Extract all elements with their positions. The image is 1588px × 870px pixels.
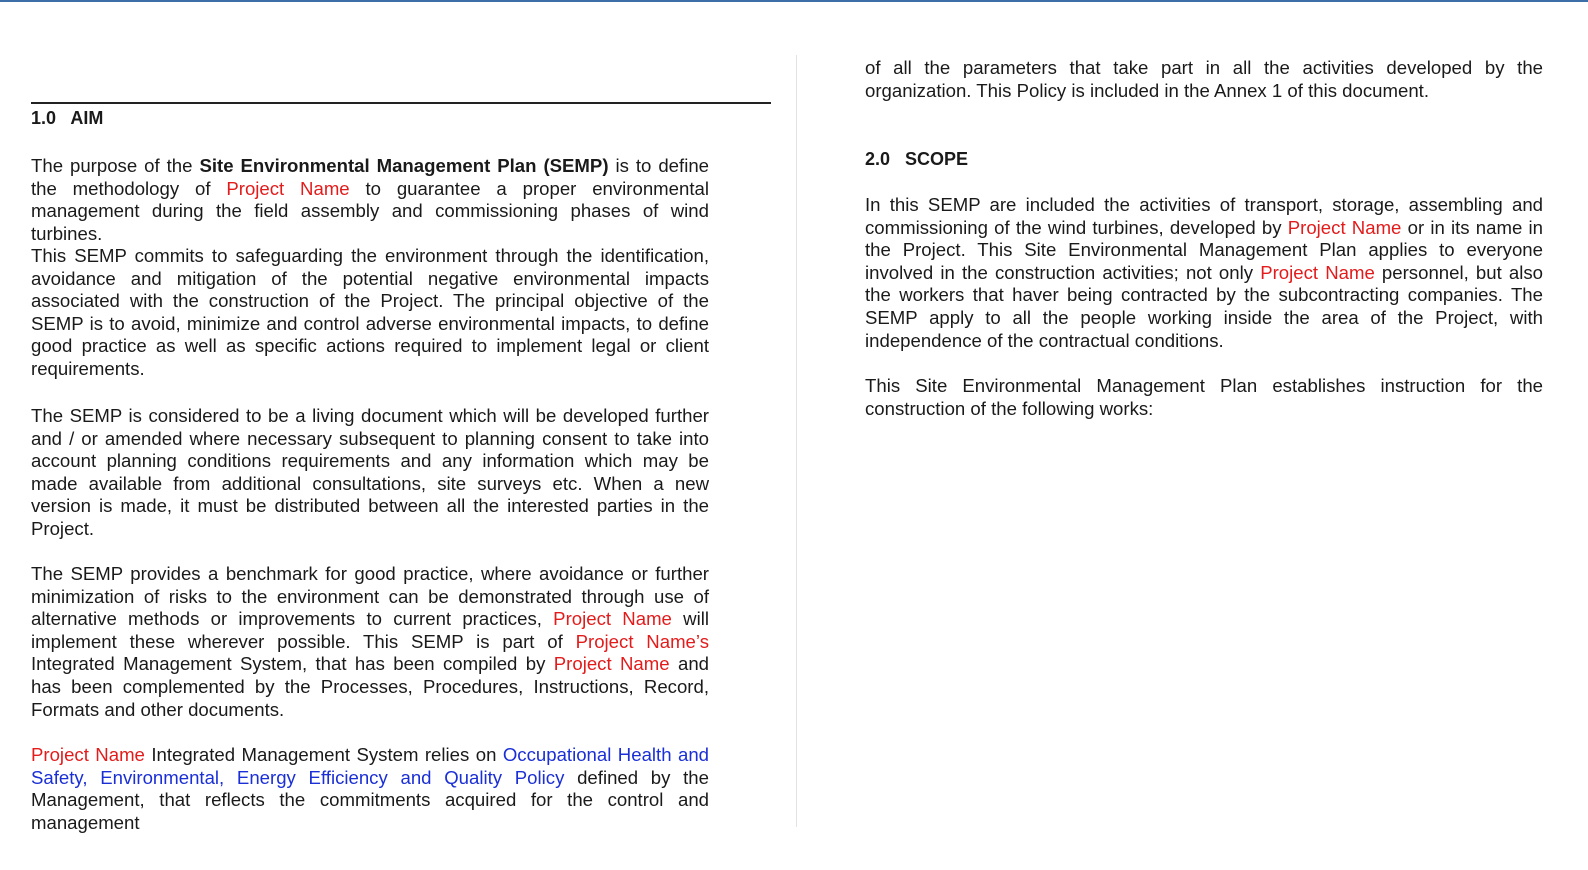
paragraph-management-system: Project Name Integrated Management System relies on Occupational Health and Safety, Environmental, Energy Efficiency and Quality Policy defined by the Management, that reflects the commitments acquired for the control and management bbox=[31, 744, 709, 833]
section-number: 1.0 bbox=[31, 108, 57, 128]
section-title: SCOPE bbox=[905, 149, 969, 169]
section-number: 2.0 bbox=[865, 149, 891, 169]
project-name-placeholder: Project Name bbox=[226, 177, 350, 199]
project-name-placeholder: Project Name bbox=[553, 608, 672, 630]
project-name-placeholder: Project Name bbox=[31, 744, 145, 765]
paragraph-commitment: This SEMP commits to safeguarding the environment through the identification, avoidance and mitigation of the potential negative environmental impacts associated with the construction of the Project. The principal objective of the SEMP is to avoid, minimize and control adverse environmental impacts, to define good practice as well as specific actions required to implement legal or client requirements. bbox=[31, 245, 709, 379]
paragraph-purpose: The purpose of the Site Environmental Management Plan (SEMP) is to define the methodology of Project Name to guarantee a proper environmental management during the field assembly and commissioning phases of wind turbines. bbox=[31, 155, 710, 244]
paragraph-living-document: The SEMP is considered to be a living document which will be developed further and / or amended where necessary subsequent to planning consent to take into account planning conditions requirements and any information which may be made available from additional consultations, site surveys etc. When a new version is made, it must be distributed between all the interested parties in the Project. bbox=[31, 405, 709, 539]
paragraph-continued: of all the parameters that take part in all the activities developed by the organization. This Policy is included in the Annex 1 of this document. bbox=[865, 57, 1543, 101]
section-heading-scope bbox=[865, 148, 968, 170]
paragraph-benchmark: The SEMP provides a benchmark for good practice, where avoidance or further minimization of risks to the environment can be demonstrated through use of alternative methods or improvements to current practices, Project Name will implement these wherever possible. This SEMP is part of Project Name’s Integrated Management System, that has been compiled by Project Name and has been complemented by the Processes, Procedures, Instructions, Record, Formats and other documents. bbox=[31, 563, 709, 720]
project-name-placeholder: Project Name’s bbox=[575, 630, 709, 652]
project-name-placeholder: Project Name bbox=[1260, 261, 1375, 283]
section-rule bbox=[31, 102, 771, 104]
project-name-placeholder: Project Name bbox=[553, 653, 670, 675]
column-divider bbox=[796, 55, 797, 827]
project-name-placeholder: Project Name bbox=[1287, 216, 1402, 238]
top-border-line bbox=[0, 0, 1588, 2]
policy-reference: Occupational Health and Safety, Environmental, Energy Efficiency and Quality Policy bbox=[31, 744, 709, 788]
semp-full-name: Site Environmental Management Plan (SEMP) bbox=[199, 155, 609, 176]
section-title: AIM bbox=[70, 108, 104, 128]
section-heading-aim bbox=[31, 107, 103, 129]
paragraph-scope: In this SEMP are included the activities of transport, storage, assembling and commissioning of the wind turbines, developed by Project Name or in its name in the Project. This Site Environmental Management Plan applies to everyone involved in the construction activities; not only Project Name personnel, but also the workers that haver being contracted by the subcontracting companies. The SEMP apply to all the people working inside the area of the Project, with independence of the contractual conditions. bbox=[865, 194, 1543, 351]
paragraph-instructions: This Site Environmental Management Plan establishes instruction for the construction of the following works: bbox=[865, 375, 1543, 419]
